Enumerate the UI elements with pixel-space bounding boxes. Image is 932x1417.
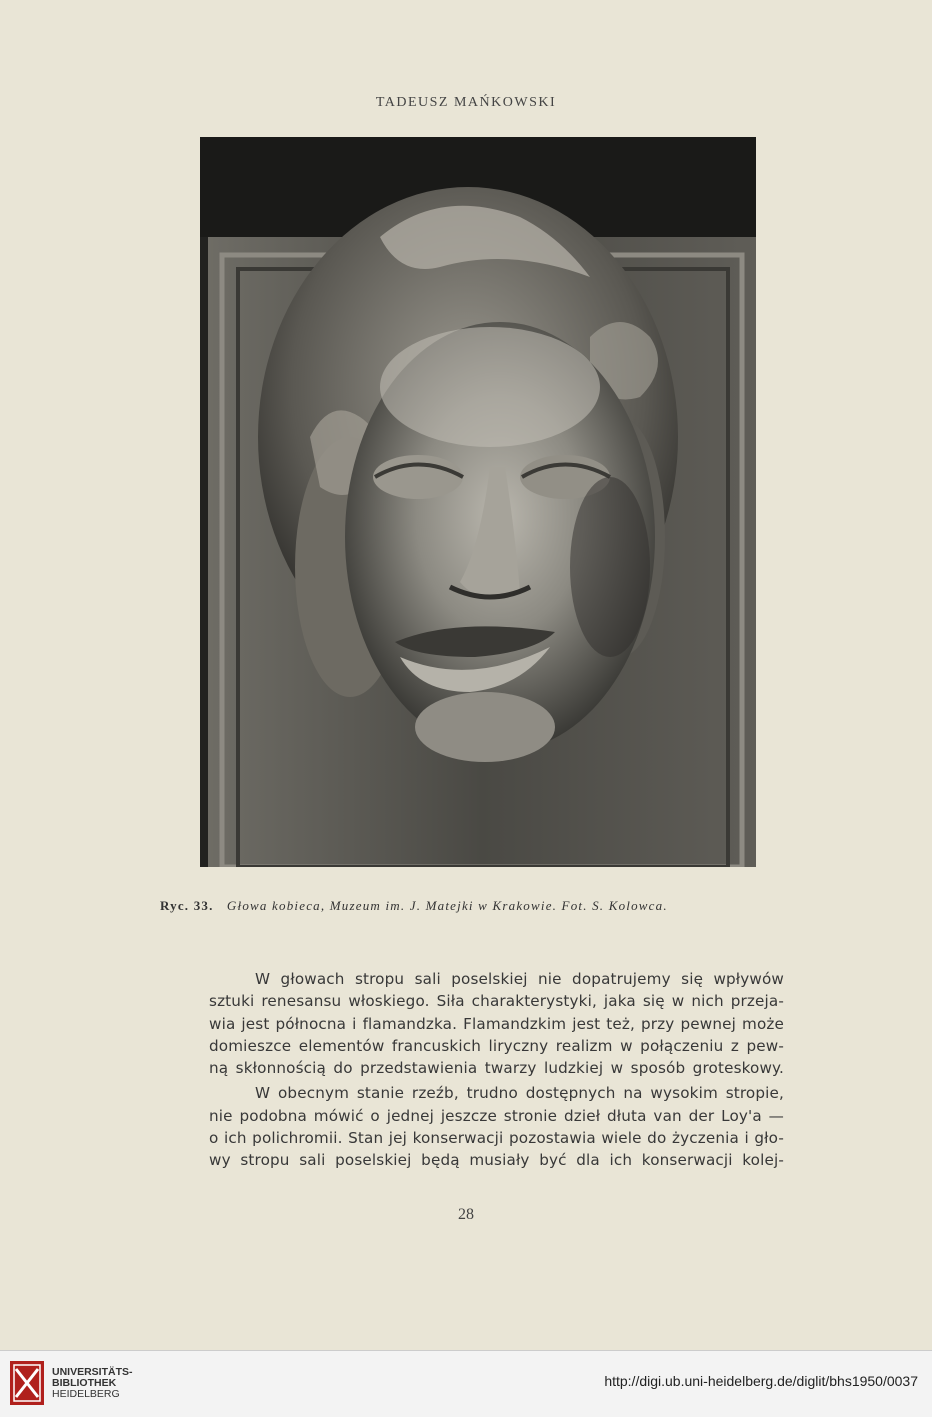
library-name-line: BIBLIOTHEK bbox=[52, 1377, 117, 1389]
text-line: o ich polichromii. Stan jej konserwacji pozostawia wiele do życzenia i gło- bbox=[209, 1129, 784, 1148]
library-name-line: HEIDELBERG bbox=[52, 1388, 120, 1400]
text-line: domieszce elementów francuskich liryczny realizm w połączeniu z pew- bbox=[209, 1036, 784, 1055]
text-line: W głowach stropu sali poselskiej nie dopatrujemy się wpływów bbox=[255, 970, 784, 988]
figure-caption bbox=[160, 898, 790, 914]
library-name-line: UNIVERSITÄTS- bbox=[52, 1366, 133, 1378]
sculpture-photo bbox=[200, 137, 756, 867]
text-line: nie podobna mówić o jednej jeszcze stronie dzieł dłuta van der Loy'a — bbox=[209, 1106, 784, 1125]
text-line: ną skłonnością do przedstawienia twarzy ludzkiej w sposób groteskowy. bbox=[209, 1059, 784, 1078]
figure-caption-text: Głowa kobieca, Muzeum im. J. Matejki w Krakowie. Fot. S. Kolowca. bbox=[226, 898, 668, 913]
text-line: wy stropu sali poselskiej będą musiały być dla ich konserwacji kolej- bbox=[209, 1151, 784, 1170]
viewer-footer bbox=[0, 1350, 932, 1417]
text-line: wia jest północna i flamandzka. Flamandzkim jest też, przy pewnej może bbox=[209, 1014, 784, 1033]
text-line: sztuki renesansu włoskiego. Siła charakterystyki, jaka się w nich przeja- bbox=[209, 992, 784, 1011]
page-number: 28 bbox=[458, 1206, 474, 1223]
university-logo-icon bbox=[10, 1361, 44, 1405]
body-text bbox=[163, 968, 784, 1175]
paragraph-2 bbox=[163, 1082, 784, 1171]
library-name bbox=[52, 1367, 133, 1400]
running-head: TADEUSZ MAŃKOWSKI bbox=[375, 95, 557, 110]
text-line: W obecnym stanie rzeźb, trudno dostępnych na wysokim stropie, bbox=[255, 1084, 784, 1103]
permalink-url[interactable]: http://digi.ub.uni-heidelberg.de/diglit/bhs1950/0037 bbox=[604, 1373, 918, 1389]
photo-plate bbox=[200, 137, 756, 867]
paragraph-1 bbox=[163, 968, 784, 1079]
figure-number: Ryc. 33. bbox=[160, 898, 214, 913]
